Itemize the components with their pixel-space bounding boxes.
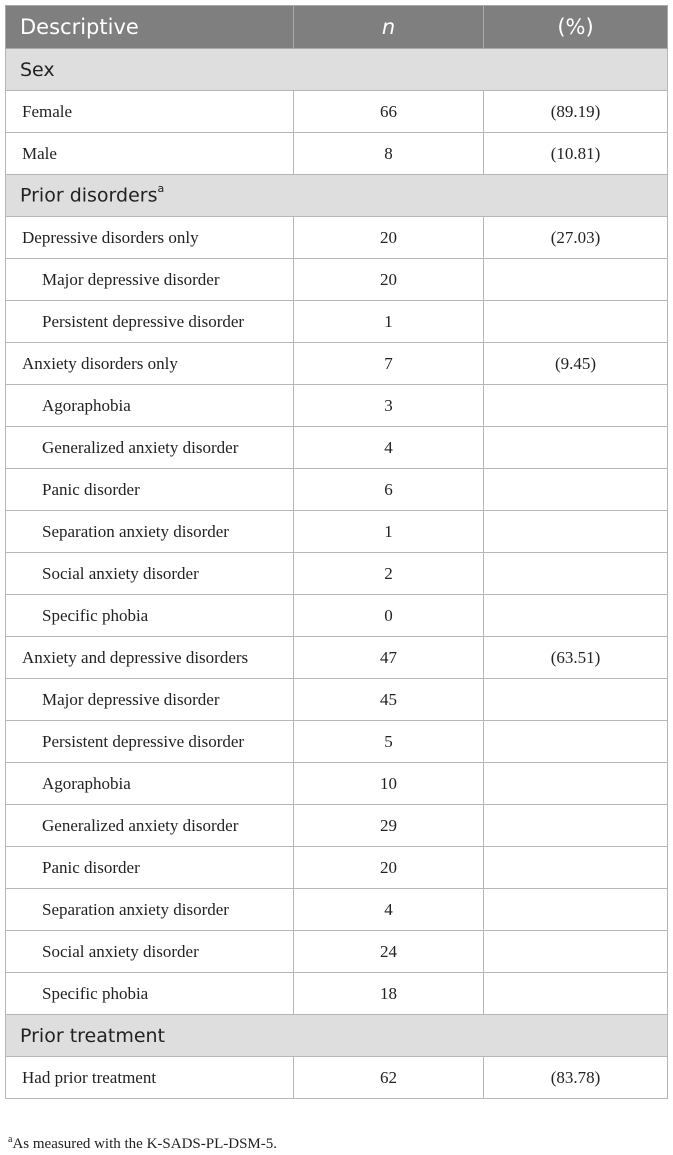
footnote-marker: a	[8, 1134, 13, 1145]
row-n: 0	[294, 595, 484, 637]
row-label: Specific phobia	[6, 595, 294, 637]
row-label: Social anxiety disorder	[6, 931, 294, 973]
table-row	[6, 721, 668, 763]
descriptive-table	[5, 5, 668, 1099]
row-label: Separation anxiety disorder	[6, 889, 294, 931]
row-label: Female	[6, 91, 294, 133]
row-percent	[484, 847, 668, 889]
table-row	[6, 973, 668, 1015]
row-percent	[484, 511, 668, 553]
row-n: 20	[294, 847, 484, 889]
section-title: Sex	[6, 49, 668, 91]
row-percent	[484, 805, 668, 847]
section-title: Prior disorders	[20, 184, 158, 207]
table-row	[6, 637, 668, 679]
row-n: 7	[294, 343, 484, 385]
table-row	[6, 553, 668, 595]
table-row	[6, 91, 668, 133]
row-n: 1	[294, 301, 484, 343]
row-label: Specific phobia	[6, 973, 294, 1015]
section-prior-disorders	[6, 175, 668, 217]
row-label: Social anxiety disorder	[6, 553, 294, 595]
row-label: Anxiety disorders only	[6, 343, 294, 385]
table-row	[6, 931, 668, 973]
row-percent: (83.78)	[484, 1057, 668, 1099]
row-label: Generalized anxiety disorder	[6, 805, 294, 847]
row-percent: (63.51)	[484, 637, 668, 679]
row-label: Panic disorder	[6, 847, 294, 889]
table-row	[6, 427, 668, 469]
row-label: Major depressive disorder	[6, 259, 294, 301]
row-percent	[484, 301, 668, 343]
table-row	[6, 385, 668, 427]
row-label: Male	[6, 133, 294, 175]
row-percent: (9.45)	[484, 343, 668, 385]
footnote-marker: a	[157, 182, 165, 196]
header-percent: (%)	[484, 6, 668, 49]
row-label: Persistent depressive disorder	[6, 301, 294, 343]
table-row	[6, 763, 668, 805]
row-percent	[484, 595, 668, 637]
header-n: n	[294, 6, 484, 49]
table-row	[6, 1057, 668, 1099]
row-n: 24	[294, 931, 484, 973]
row-percent	[484, 427, 668, 469]
row-n: 62	[294, 1057, 484, 1099]
header-descriptive: Descriptive	[6, 6, 294, 49]
table-row	[6, 133, 668, 175]
table-row	[6, 889, 668, 931]
row-label: Generalized anxiety disorder	[6, 427, 294, 469]
row-percent	[484, 469, 668, 511]
table-row	[6, 679, 668, 721]
table-header-row	[6, 6, 668, 49]
row-n: 4	[294, 889, 484, 931]
table-row	[6, 259, 668, 301]
table-row	[6, 805, 668, 847]
row-n: 3	[294, 385, 484, 427]
row-percent: (10.81)	[484, 133, 668, 175]
section-title-cell	[6, 175, 668, 217]
table-row	[6, 595, 668, 637]
row-n: 6	[294, 469, 484, 511]
table-row	[6, 301, 668, 343]
table-footnote	[8, 1134, 277, 1153]
row-n: 47	[294, 637, 484, 679]
row-n: 20	[294, 259, 484, 301]
row-percent	[484, 385, 668, 427]
row-percent	[484, 931, 668, 973]
footnote-text: As measured with the K-SADS-PL-DSM-5.	[12, 1136, 278, 1152]
row-n: 8	[294, 133, 484, 175]
row-label: Major depressive disorder	[6, 679, 294, 721]
row-percent	[484, 973, 668, 1015]
row-label: Depressive disorders only	[6, 217, 294, 259]
row-n: 45	[294, 679, 484, 721]
table-row	[6, 511, 668, 553]
row-percent	[484, 889, 668, 931]
row-percent	[484, 763, 668, 805]
table-row	[6, 217, 668, 259]
row-n: 1	[294, 511, 484, 553]
row-label: Agoraphobia	[6, 385, 294, 427]
row-n: 10	[294, 763, 484, 805]
row-n: 5	[294, 721, 484, 763]
row-n: 4	[294, 427, 484, 469]
row-percent: (89.19)	[484, 91, 668, 133]
row-label: Panic disorder	[6, 469, 294, 511]
row-n: 20	[294, 217, 484, 259]
section-title: Prior treatment	[6, 1015, 668, 1057]
row-percent	[484, 721, 668, 763]
row-n: 2	[294, 553, 484, 595]
table-row	[6, 343, 668, 385]
table-row	[6, 469, 668, 511]
section-sex	[6, 49, 668, 91]
row-n: 66	[294, 91, 484, 133]
row-label: Had prior treatment	[6, 1057, 294, 1099]
row-n: 29	[294, 805, 484, 847]
section-prior-treatment	[6, 1015, 668, 1057]
table-row	[6, 847, 668, 889]
row-label: Anxiety and depressive disorders	[6, 637, 294, 679]
row-label: Separation anxiety disorder	[6, 511, 294, 553]
row-label: Persistent depressive disorder	[6, 721, 294, 763]
row-n: 18	[294, 973, 484, 1015]
row-percent: (27.03)	[484, 217, 668, 259]
row-label: Agoraphobia	[6, 763, 294, 805]
row-percent	[484, 679, 668, 721]
row-percent	[484, 553, 668, 595]
row-percent	[484, 259, 668, 301]
